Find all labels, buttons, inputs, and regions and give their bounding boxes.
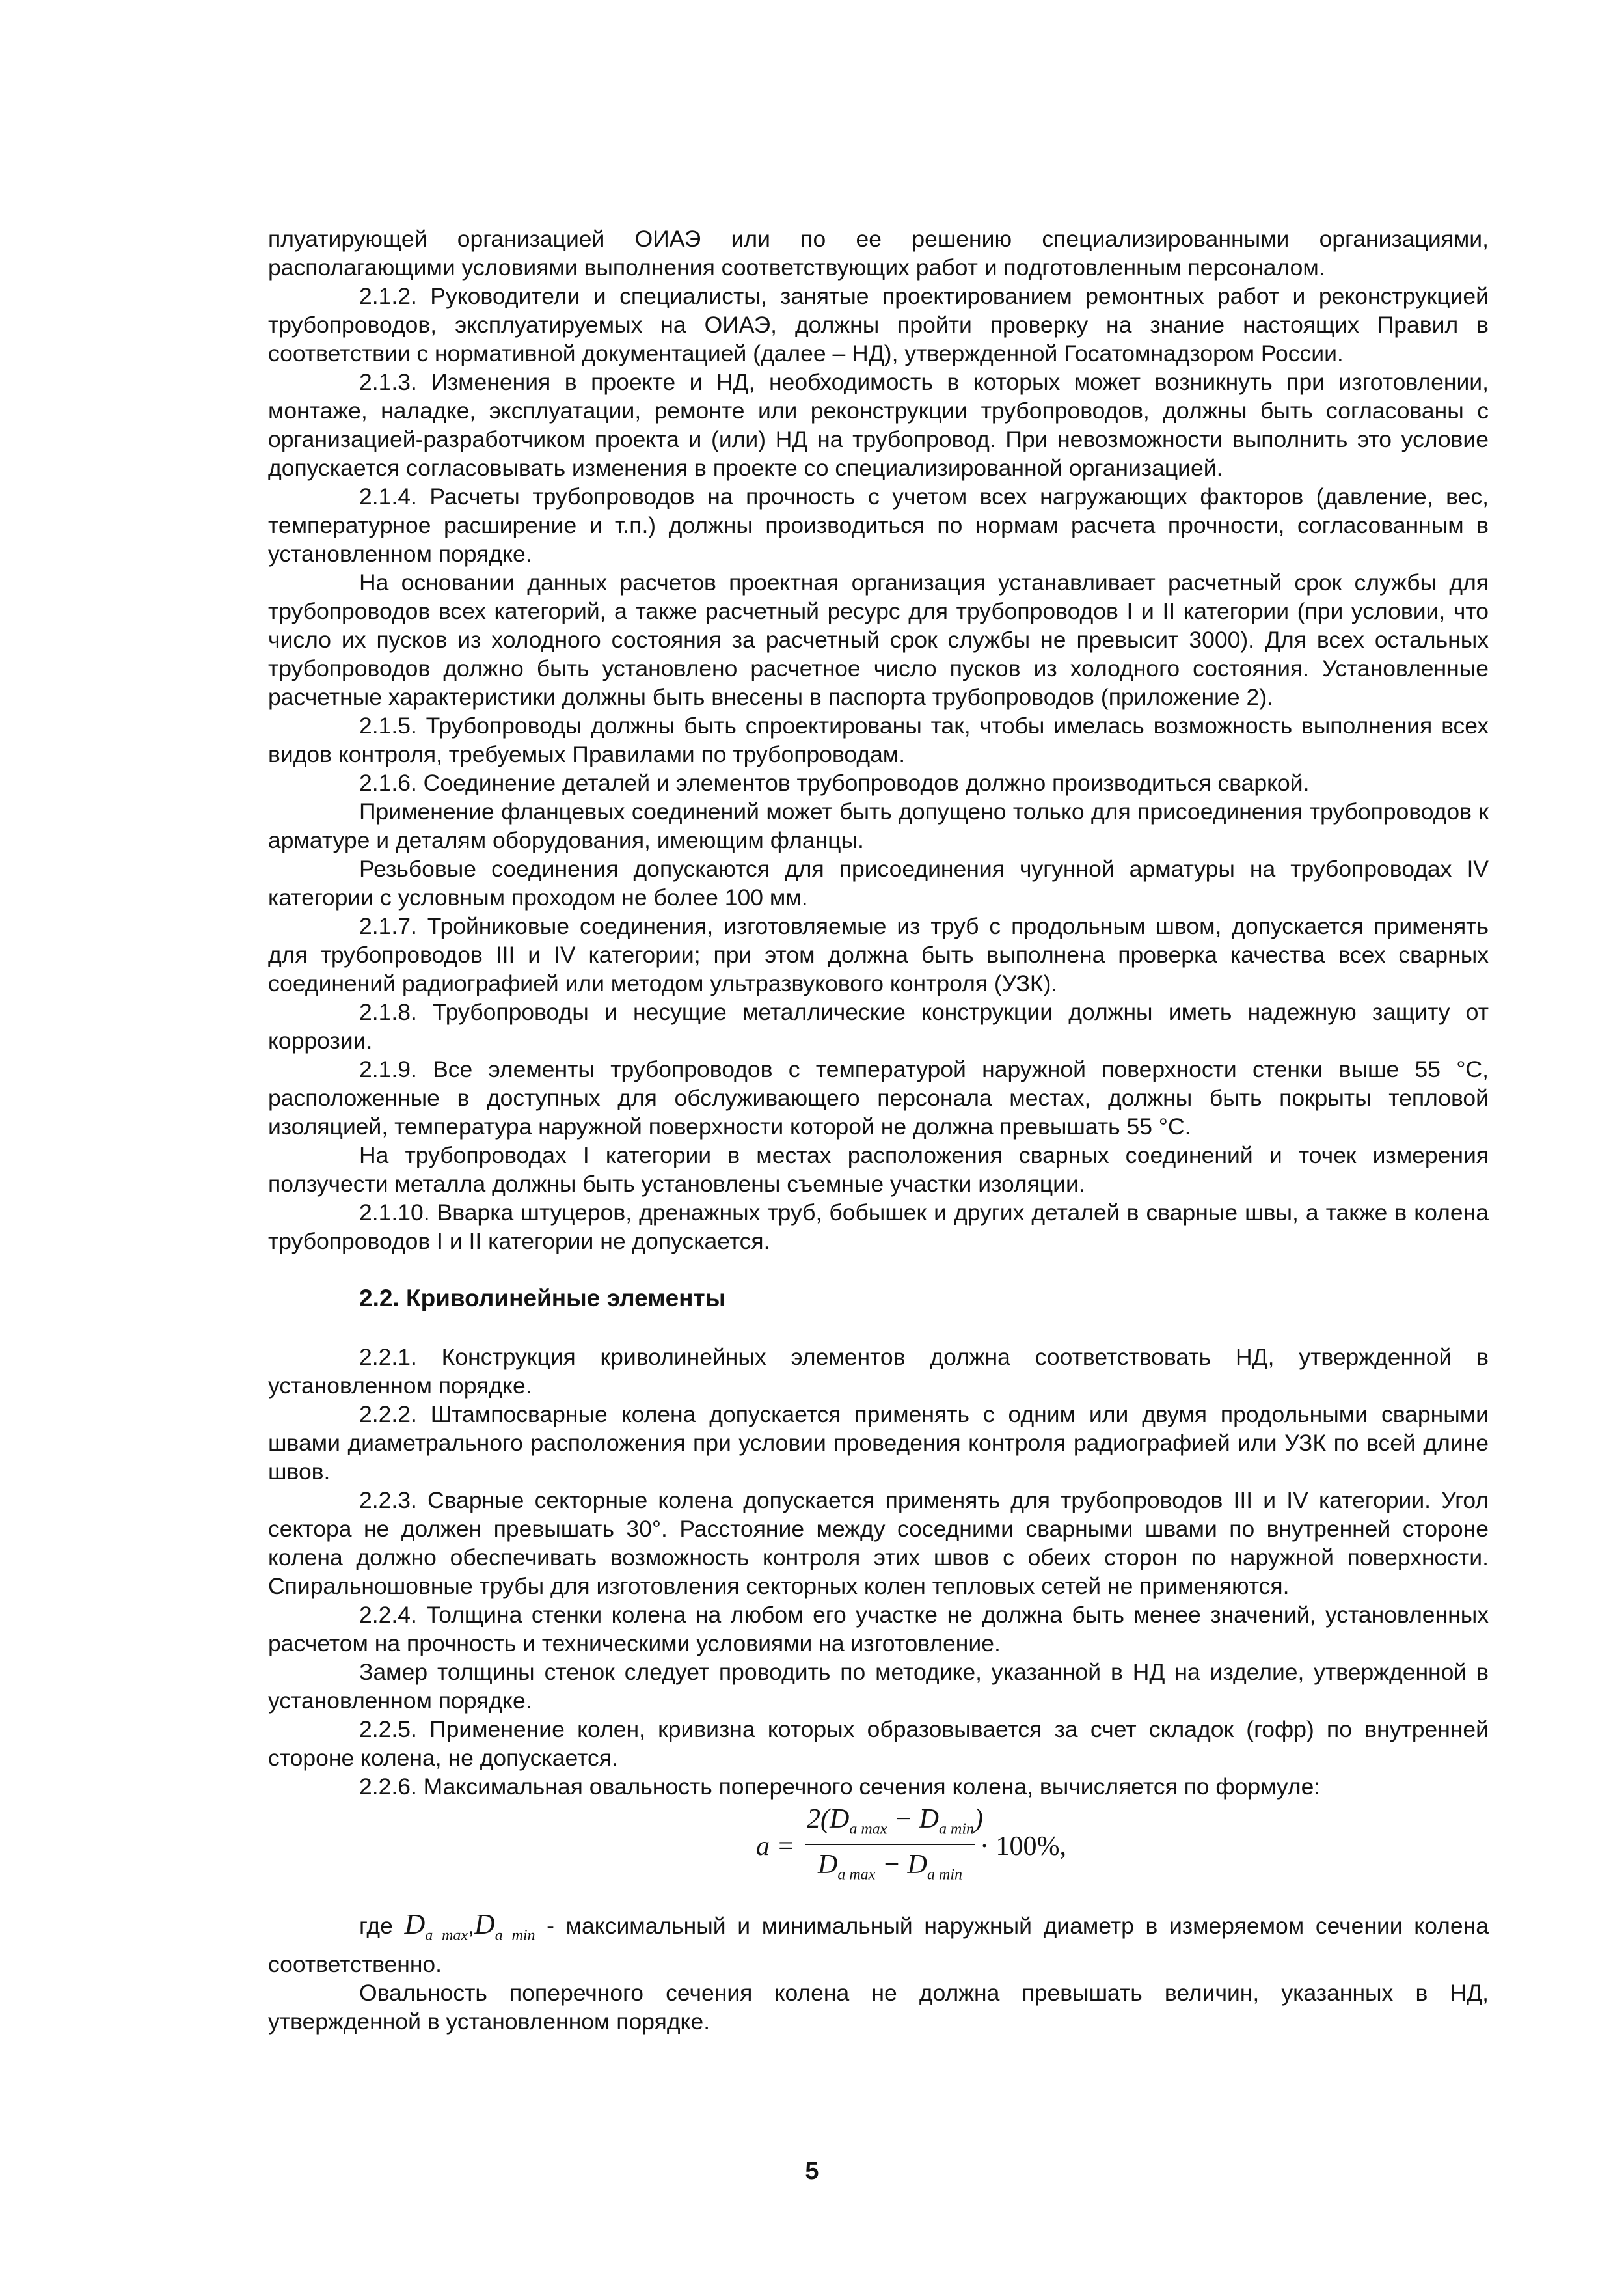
paragraph: На трубопроводах I категории в местах расположения сварных соединений и точек измерения ползучести металла должны быть установлены съемные участки изоляции.: [268, 1142, 1489, 1197]
formula-subscript: a min: [927, 1866, 963, 1884]
paragraph: 2.1.7. Тройниковые соединения, изготовляемые из труб с продольным швом, допускается применять для трубопроводов III и IV категории; при этом должна быть выполнена проверка качества всех сварных соединений радиографией или методом ультразвукового контроля (УЗК).: [268, 913, 1489, 996]
formula-text: − D: [887, 1804, 939, 1834]
page-number: 5: [805, 2158, 819, 2185]
formula-lhs: a =: [756, 1831, 795, 1861]
symbol-d-max: [404, 1908, 468, 1944]
paragraph: 2.2.2. Штампосварные колена допускается применять с одним или двумя продольными сварными швами диаметрального расположения при условии проведения контроля радиографией или УЗК по всей длине швов.: [268, 1401, 1489, 1485]
where-text: - максимальный и минимальный наружный диаметр в измеряемом сечении колена соответственно.: [268, 1913, 1489, 1977]
paragraph: Применение фланцевых соединений может быть допущено только для присоединения трубопроводов к арматуре и деталям оборудования, имеющим фланцы.: [268, 799, 1489, 853]
paragraph: 2.2.1. Конструкция криволинейных элементов должна соответствовать НД, утвержденной в установленном порядке.: [268, 1344, 1489, 1399]
paragraph: 2.1.10. Вварка штуцеров, дренажных труб, бобышек и других деталей в сварные швы, а также в колена трубопроводов I и II категории не допускается.: [268, 1199, 1489, 1254]
formula-text: D: [404, 1908, 426, 1940]
paragraph: Резьбовые соединения допускаются для присоединения чугунной арматуры на трубопроводах IV категории с условным проходом не более 100 мм.: [268, 856, 1489, 911]
ovality-formula: [268, 1805, 1489, 1891]
paragraph: 2.1.9. Все элементы трубопроводов с температурой наружной поверхности стенки выше 55 °С, расположенные в доступных для обслуживающего персонала местах, должны быть покрыты тепловой изоляцией, температура наружной поверхности которой не должна превышать 55 °С.: [268, 1056, 1489, 1140]
paragraph: 2.1.5. Трубопроводы должны быть спроектированы так, чтобы имелась возможность выполнения всех видов контроля, требуемых Правилами по трубопроводам.: [268, 713, 1489, 767]
formula-text: D: [818, 1850, 838, 1880]
paragraph: Замер толщины стенок следует проводить по методике, указанной в НД на изделие, утвержденной в установленном порядке.: [268, 1659, 1489, 1714]
symbol-d-min: [474, 1908, 535, 1944]
where-prefix: где: [359, 1913, 393, 1939]
formula-text: ): [974, 1804, 983, 1834]
paragraph: 2.1.2. Руководители и специалисты, занятые проектированием ремонтных работ и реконструкцией трубопроводов, эксплуатируемых на ОИАЭ, должны пройти проверку на знание настоящих Правил в соответствии с нормативной документацией (далее – НД), утвержденной Госатомнадзором России.: [268, 283, 1489, 366]
formula-subscript: a min: [939, 1820, 974, 1838]
paragraph: 2.2.4. Толщина стенки колена на любом его участке не должна быть менее значений, установленных расчетом на прочность и техническими условиями на изготовление.: [268, 1602, 1489, 1656]
formula-text: D: [474, 1908, 495, 1940]
section-heading: 2.2. Криволинейные элементы: [359, 1285, 726, 1311]
paragraph: На основании данных расчетов проектная организация устанавливает расчетный срок службы для трубопроводов всех категорий, а также расчетный ресурс для трубопроводов I и II категории (при условии, что число их пусков из холодного состояния за расчетный срок службы не превысит 3000). Для всех остальных трубопроводов должно быть установлено расчетное число пусков из холодного состояния. Установленные расчетные характеристики должны быть внесены в паспорта трубопроводов (приложение 2).: [268, 569, 1489, 710]
paragraph: 2.2.5. Применение колен, кривизна которых образовывается за счет складок (гофр) по внутренней стороне колена, не допускается.: [268, 1716, 1489, 1771]
paragraph: 2.1.8. Трубопроводы и несущие металлические конструкции должны иметь надежную защиту от коррозии.: [268, 999, 1489, 1054]
document-page: [268, 225, 1489, 2036]
paragraph: 2.1.3. Изменения в проекте и НД, необходимость в которых может возникнуть при изготовлении, монтаже, наладке, эксплуатации, ремонте или реконструкции трубопроводов, должны быть согласованы с организацией-разработчиком проекта и (или) НД на трубопровод. При невозможности выполнить это условие допускается согласовывать изменения в проекте со специализированной организацией.: [268, 369, 1489, 481]
formula-text: 2(D: [807, 1804, 850, 1834]
formula-subscript: a min: [494, 1926, 535, 1944]
formula-text: − D: [875, 1850, 928, 1880]
formula-subscript: a max: [849, 1820, 887, 1838]
fraction-bar: [805, 1844, 975, 1845]
paragraph: 2.2.6. Максимальная овальность поперечного сечения колена, вычисляется по формуле:: [359, 1774, 1321, 1800]
formula-numerator: [807, 1805, 983, 1843]
paragraph: Овальность поперечного сечения колена не должна превышать величин, указанных в НД, утвержденной в установленном порядке.: [268, 1979, 1489, 2035]
paragraph: плуатирующей организацией ОИАЭ или по ее решению специализированными организациями, располагающими условиями выполнения соответствующих работ и подготовленным персоналом.: [268, 226, 1489, 281]
formula-subscript: a max: [837, 1866, 876, 1884]
where-comma: ,: [468, 1913, 474, 1939]
formula-tail: · 100%,: [980, 1831, 1066, 1861]
paragraph: 2.1.6. Соединение деталей и элементов трубопроводов должно производиться сваркой.: [359, 770, 1310, 796]
formula-denominator: [818, 1850, 962, 1889]
paragraph: 2.2.3. Сварные секторные колена допускается применять для трубопроводов III и IV категории. Угол сектора не должен превышать 30°. Расстояние между соседними сварными швами по внутренней стороне колена должно обеспечивать возможность контроля этих швов с обеих сторон по наружной поверхности. Спиральношовные трубы для изготовления секторных колен тепловых сетей не применяются.: [268, 1487, 1489, 1599]
where-paragraph: [268, 1910, 1489, 1979]
paragraph: 2.1.4. Расчеты трубопроводов на прочность с учетом всех нагружающих факторов (давление, вес, температурное расширение и т.п.) должны производиться по нормам расчета прочности, согласованным в установленном порядке.: [268, 484, 1489, 567]
formula-subscript: a max: [425, 1926, 468, 1944]
